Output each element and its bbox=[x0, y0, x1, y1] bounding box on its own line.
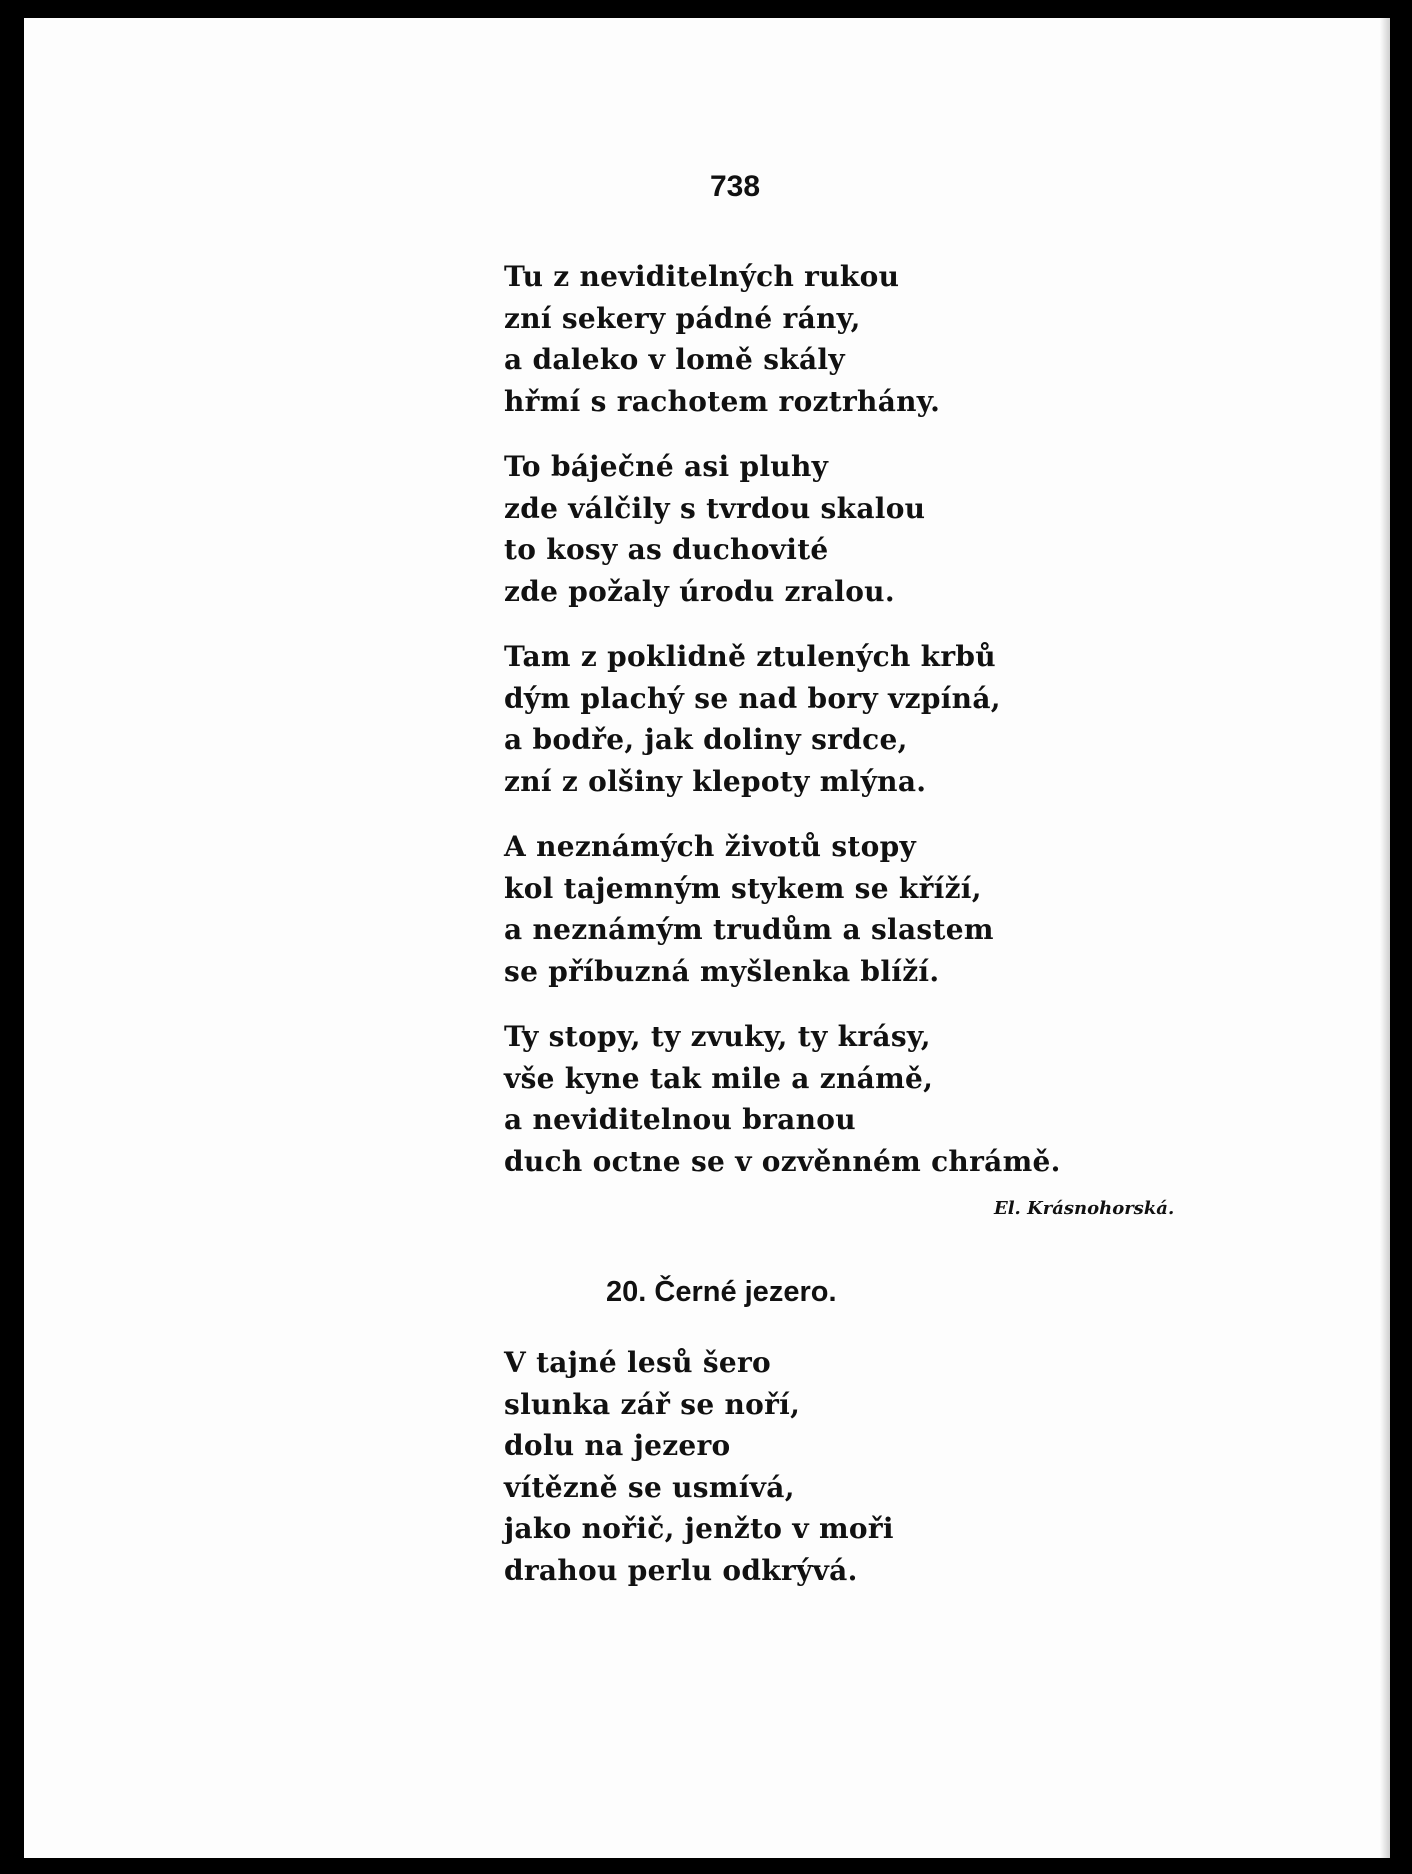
verse-line: to kosy as duchovité bbox=[504, 533, 829, 566]
stanza-2 bbox=[504, 446, 1061, 612]
author-signature: El. Krásnohorská. bbox=[994, 1198, 1175, 1219]
verse-line: se příbuzná myšlenka blíží. bbox=[504, 954, 940, 988]
verse-line: dolu na jezero bbox=[504, 1429, 731, 1462]
verse-line: To báječné asi pluhy bbox=[504, 450, 829, 483]
verse-line: dým plachý se nad bory vzpíná, bbox=[504, 681, 1001, 715]
verse-line: a neznámým trudům a slastem bbox=[504, 913, 994, 946]
verse-line: Ty stopy, ty zvuky, ty krásy, bbox=[504, 1020, 931, 1053]
verse-line: Tam z poklidně ztulených krbů bbox=[504, 640, 996, 673]
verse-line: a daleko v lomě skály bbox=[504, 343, 845, 376]
verse-line: V tajné lesů šero bbox=[504, 1346, 772, 1379]
verse-line: zní sekery pádné rány, bbox=[504, 301, 861, 335]
poem-title: 20. Černé jezero. bbox=[606, 1276, 837, 1308]
page-edge-shadow bbox=[1380, 18, 1390, 1858]
verse-line: vítězně se usmívá, bbox=[504, 1470, 795, 1504]
verse-line: a neviditelnou branou bbox=[504, 1103, 856, 1136]
verse-line: zde válčily s tvrdou skalou bbox=[504, 491, 926, 525]
verse-line: zde požaly úrodu zralou. bbox=[504, 574, 895, 608]
page-number: 738 bbox=[710, 170, 761, 203]
poem-2 bbox=[504, 1342, 894, 1591]
verse-line: jako nořič, jenžto v moři bbox=[504, 1512, 894, 1545]
verse-line: A neznámých životů stopy bbox=[504, 830, 917, 863]
book-page bbox=[24, 18, 1390, 1858]
verse-line: vše kyne tak mile a známě, bbox=[504, 1061, 934, 1095]
verse-line: hřmí s rachotem roztrhány. bbox=[504, 384, 941, 418]
stanza-4 bbox=[504, 826, 1061, 992]
poem-1 bbox=[504, 256, 1061, 1206]
verse-line: slunka zář se noří, bbox=[504, 1387, 801, 1421]
stanza-3 bbox=[504, 636, 1061, 802]
stanza-1 bbox=[504, 256, 1061, 422]
verse-line: duch octne se v ozvěnném chrámě. bbox=[504, 1144, 1061, 1178]
verse-line: a bodře, jak doliny srdce, bbox=[504, 723, 908, 756]
verse-line: kol tajemným stykem se kříží, bbox=[504, 871, 982, 905]
verse-line: zní z olšiny klepoty mlýna. bbox=[504, 764, 927, 798]
verse-line: drahou perlu odkrývá. bbox=[504, 1553, 858, 1587]
stanza-5 bbox=[504, 1016, 1061, 1182]
verse-line: Tu z neviditelných rukou bbox=[504, 260, 900, 293]
